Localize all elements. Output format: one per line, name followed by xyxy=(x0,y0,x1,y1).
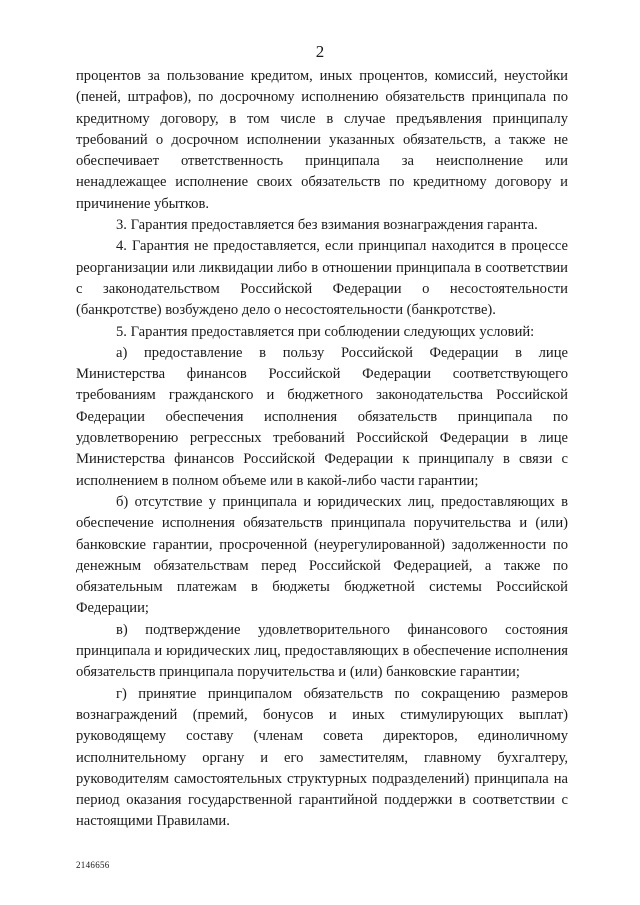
document-body xyxy=(76,66,568,833)
paragraph-item-5: 5. Гарантия предоставляется при соблюдении следующих условий: xyxy=(116,323,535,340)
page-number: 2 xyxy=(315,42,325,61)
paragraph-item-5v: в) подтверждение удовлетворительного финансового состояния принципала и юридических лиц, предоставляющих в обеспечение исполнения обязательств принципала поручительства и (или) банковские гарантии; xyxy=(76,621,568,681)
paragraph-continuation: процентов за пользование кредитом, иных процентов, комиссий, неустойки (пеней, штрафов), по досрочному исполнению обязательств принципала по кредитному договору, в том числе в случае предъявления принципалу требований о досрочном исполнении указанных обязательств, а также не обеспечивает ответственность принципала за неисполнение или ненадлежащее исполнение своих обязательств по кредитному договору и причинение убытков. xyxy=(76,68,568,212)
paragraph-item-4: 4. Гарантия не предоставляется, если принципал находится в процессе реорганизации или ликвидации либо в отношении принципала в соответствии с законодательством Российской Федерации о несостоятельности (банкротстве) возбуждено дело о несостоятельности (банкротстве). xyxy=(76,238,568,319)
paragraph-item-5a: а) предоставление в пользу Российской Федерации в лице Министерства финансов Российской Федерации соответствующего требованиям гражданского и бюджетного законодательства Российской Федерации обеспечения исполнения обязательств принципала по удовлетворению регрессных требований Российской Федерации в лице Министерства финансов Российской Федерации к принципалу в связи с исполнением в полном объеме или в какой-либо части гарантии; xyxy=(76,344,568,489)
paragraph-item-3: 3. Гарантия предоставляется без взимания вознаграждения гаранта. xyxy=(116,217,538,234)
paragraph-item-5g: г) принятие принципалом обязательств по сокращению размеров вознаграждений (премий, бонусов и иных стимулирующих выплат) руководящему составу (членам совета директоров, единоличному исполнительному органу и его заместителям, главному бухгалтеру, руководителям самостоятельных структурных подразделений) принципала на период оказания государственной гарантийной поддержки в соответствии с настоящими Правилами. xyxy=(76,685,568,830)
document-code: 2146656 xyxy=(76,860,110,870)
paragraph-item-5b: б) отсутствие у принципала и юридических лиц, предоставляющих в обеспечение исполнения обязательств принципала поручительства и (или) банковские гарантии, просроченной (неурегулированной) задолженности по денежным обязательствам перед Российской Федерацией, а также по обязательным платежам в бюджеты бюджетной системы Российской Федерации; xyxy=(76,493,568,617)
